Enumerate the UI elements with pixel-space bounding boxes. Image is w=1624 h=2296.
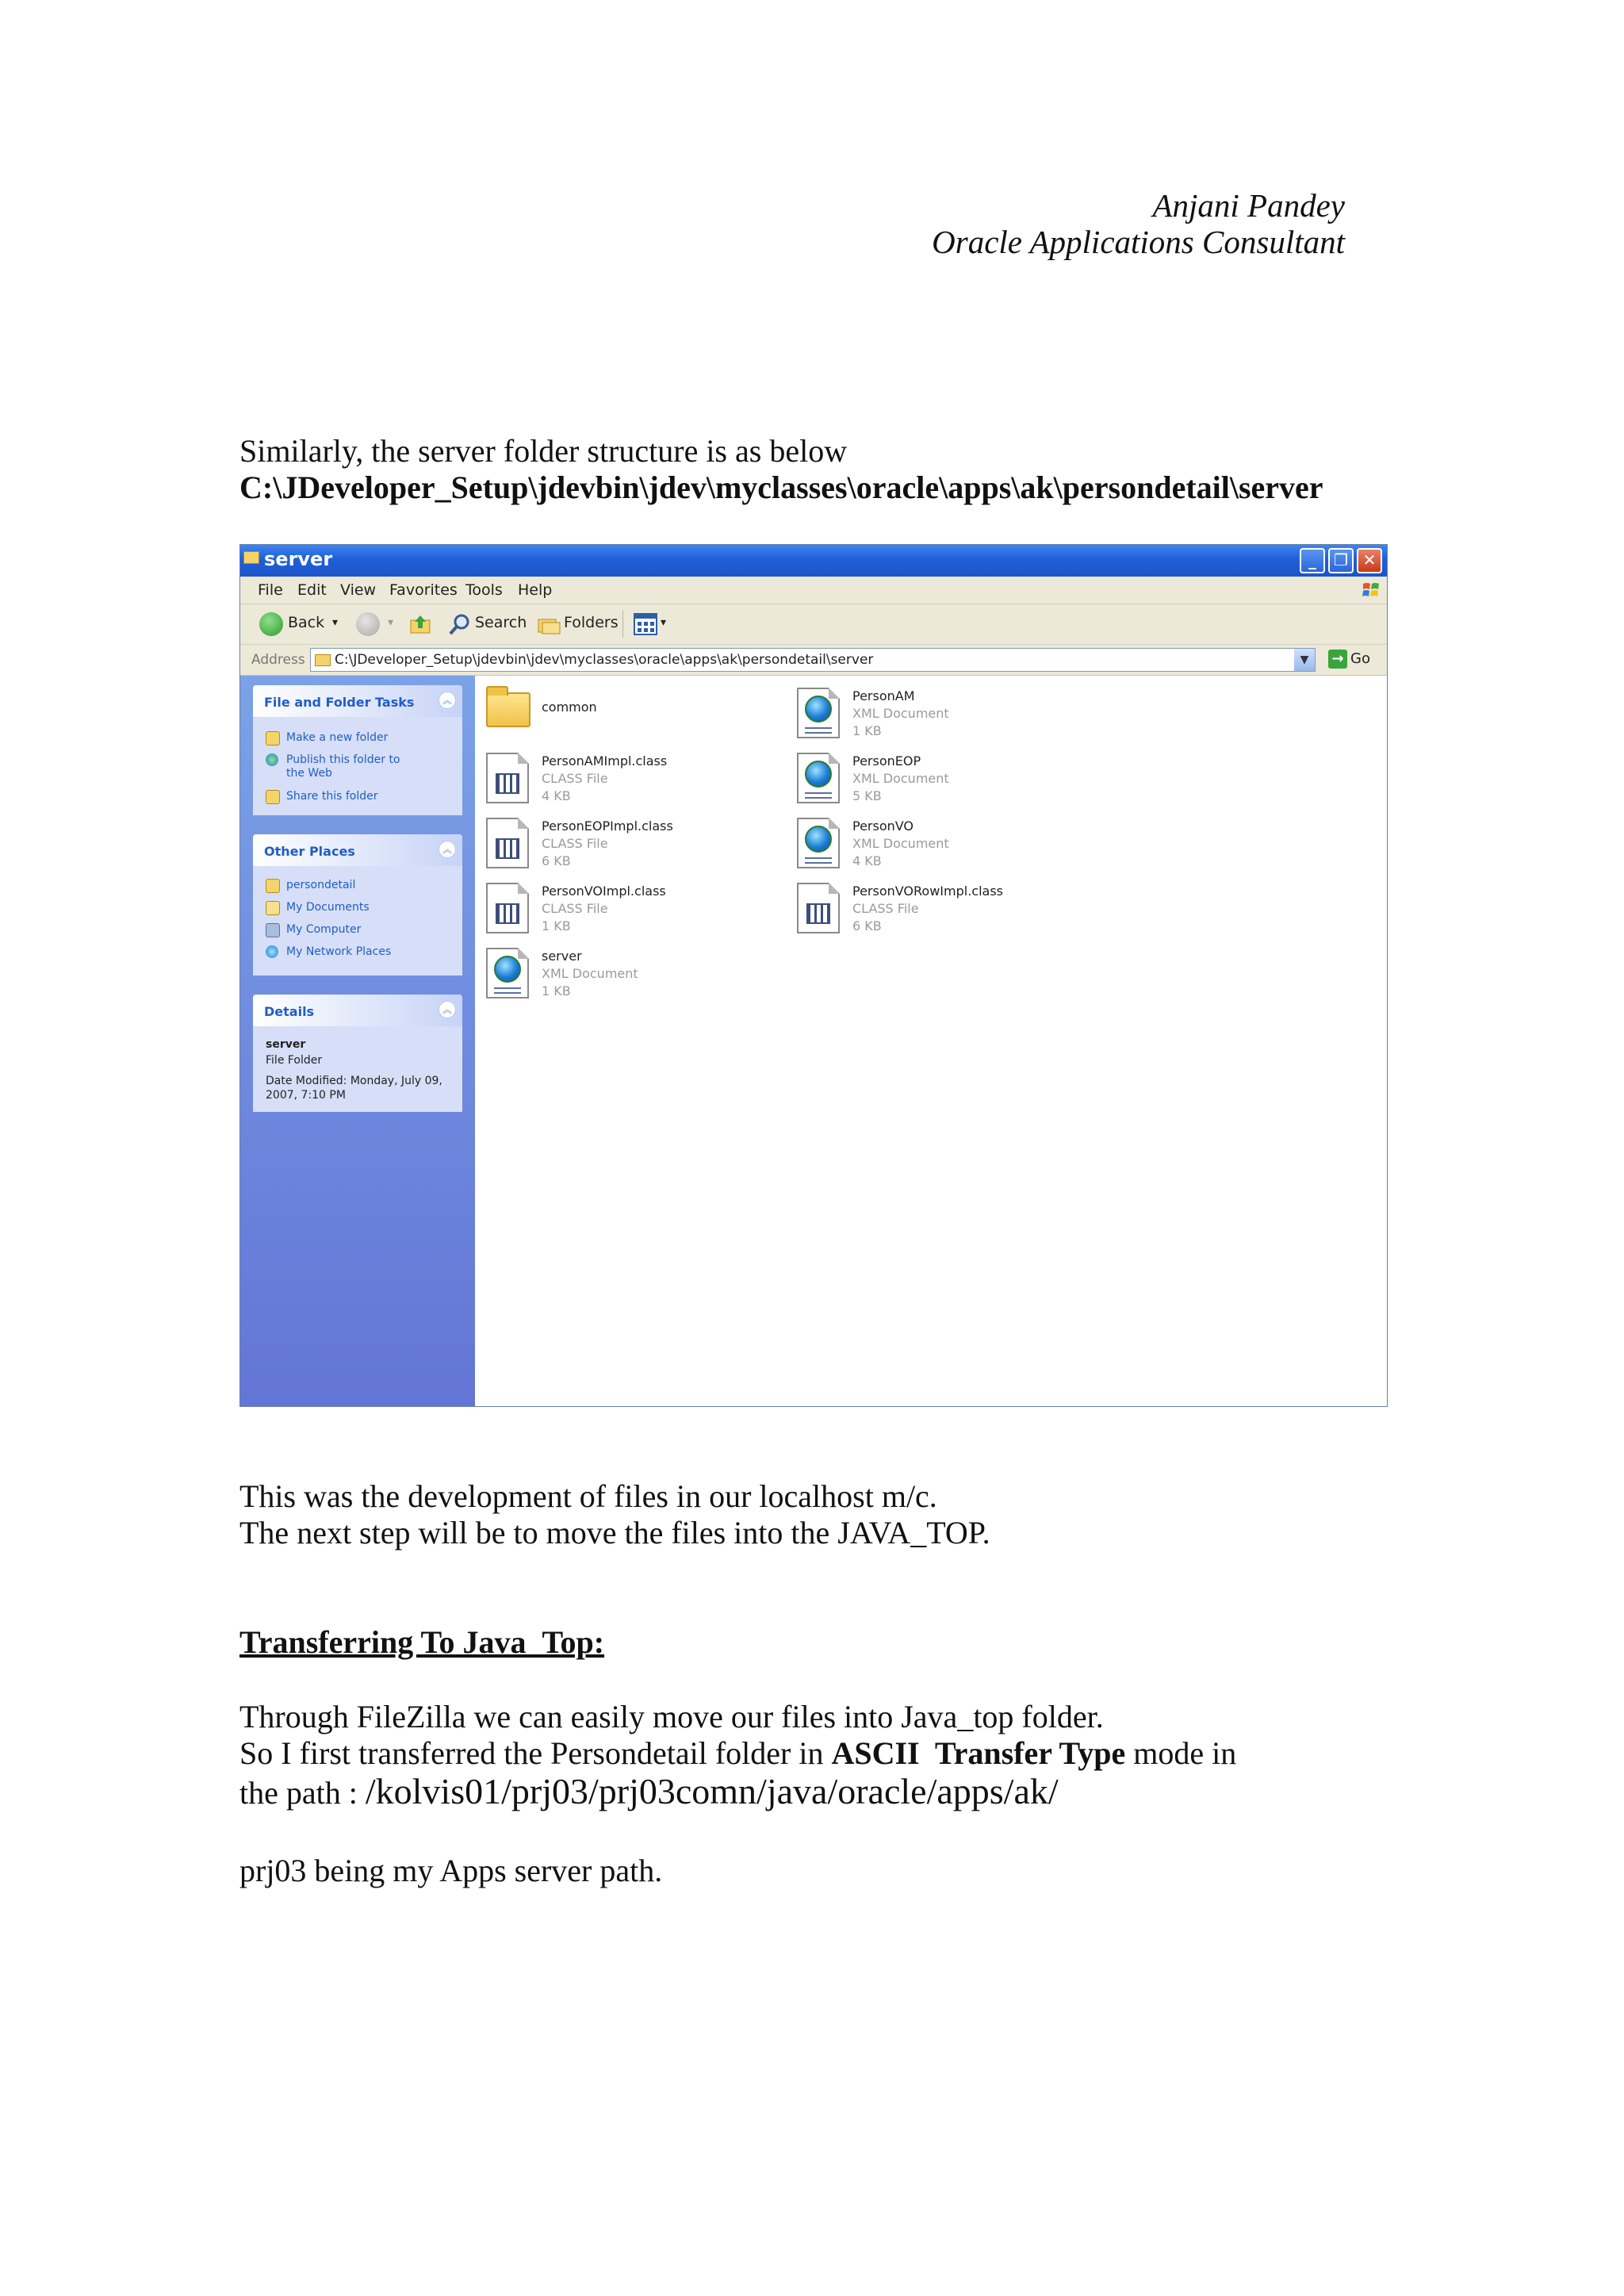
panel-header[interactable] [253,685,462,717]
collapse-chevron-icon[interactable]: ︽ [439,1001,456,1018]
xml-document-icon [797,688,840,738]
class-file-icon [486,753,529,803]
folder-icon [486,692,530,727]
details-panel [253,995,462,1112]
folders-button-label[interactable]: Folders [564,614,619,631]
menu-file[interactable]: File [258,581,283,599]
go-arrow-icon: → [1328,650,1347,669]
toolbar [240,604,1387,645]
address-input[interactable] [310,648,1316,672]
menu-help[interactable]: Help [518,581,553,599]
details-modified: Date Modified: Monday, July 09, 2007, 7:10 PM [266,1075,442,1102]
go-button[interactable] [1328,650,1370,669]
globe-icon [266,753,278,766]
panel-title: File and Folder Tasks [264,695,415,710]
views-dropdown-icon[interactable]: ▾ [661,616,667,629]
minimize-button[interactable]: _ [1300,548,1325,573]
file-list: common PersonAMImpl.class CLASS File 4 KB PersonEOPImpl.class CLASS File 6 KB PersonVOImpl.class CLASS File 1 KB server XML Document 1 KB PersonAM XML Document 1 KB PersonEOP XML Document 5 KB PersonVO XML Document 4 KB PersonVORowImpl.class CLASS File 6 KB [486,688,1382,1401]
folder-icon [266,879,280,893]
xml-document-icon [486,948,529,999]
server-path: C:\JDeveloper_Setup\jdevbin\jdev\myclasses\oracle\apps\ak\persondetail\server [239,470,1323,505]
dev-text-2: The next step will be to move the files into the JAVA_TOP. [239,1515,990,1550]
author-name: Anjani Pandey [1152,187,1345,224]
address-value: C:\JDeveloper_Setup\jdevbin\jdev\myclasses\oracle\apps\ak\persondetail\server [335,652,874,668]
network-icon [266,945,278,958]
filezilla-text: Through FileZilla we can easily move our files into Java_top folder. [239,1699,1104,1734]
panel-title: Other Places [264,844,355,859]
computer-icon [266,923,280,937]
menu-view[interactable]: View [340,581,377,599]
windows-logo-icon [1362,581,1381,600]
panel-title: Details [264,1004,315,1019]
back-dropdown-icon[interactable]: ▾ [332,616,339,629]
folder-icon [315,654,331,666]
menu-tools[interactable]: Tools [465,581,503,599]
back-button-label[interactable]: Back [288,614,325,631]
panel-header[interactable] [253,834,462,866]
my-documents-icon [266,901,280,915]
section-heading: Transferring To Java_Top: [239,1624,605,1660]
xml-document-icon [797,818,840,868]
author-block [932,187,1345,260]
transfer-type: ASCII Transfer Type [831,1735,1126,1771]
search-icon[interactable] [448,612,472,636]
collapse-chevron-icon[interactable]: ︽ [439,841,456,858]
back-arrow-icon[interactable] [259,612,283,636]
forward-dropdown-icon[interactable]: ▾ [388,616,394,629]
search-button-label[interactable]: Search [475,614,527,631]
close-button[interactable]: ✕ [1357,548,1382,573]
file-folder-tasks-panel: File and Folder Tasks ︽ Make a new folder Publish this folder to the Web Share this folder [253,685,462,815]
collapse-chevron-icon[interactable]: ︽ [439,692,456,709]
author-role: Oracle Applications Consultant [932,224,1345,260]
new-folder-icon [266,731,280,746]
menu-bar [240,577,1387,604]
menu-edit[interactable]: Edit [297,581,327,599]
class-file-icon [486,818,529,868]
folders-icon[interactable] [537,612,561,636]
server-path-note: prj03 being my Apps server path. [239,1853,663,1888]
panel-header[interactable] [253,995,462,1026]
class-file-icon [797,883,840,933]
forward-arrow-icon[interactable] [356,612,380,636]
window-title: server [264,548,333,570]
xml-document-icon [797,753,840,803]
dev-text-1: This was the development of files in our localhost m/c. [239,1478,937,1514]
address-bar [240,645,1387,676]
transfer-text: So I first transferred the Persondetail folder in ASCII Transfer Type mode in [239,1735,1237,1771]
task-pane [240,676,475,1407]
up-folder-icon[interactable] [408,612,432,636]
title-bar [240,545,1387,577]
address-label: Address [251,652,305,668]
details-name: server [266,1038,306,1051]
views-icon[interactable] [634,613,657,635]
path-text: the path : /kolvis01/prj03/prj03comn/java/oracle/apps/ak/ [239,1771,1059,1811]
class-file-icon [486,883,529,933]
menu-favorites[interactable]: Favorites [389,581,458,599]
share-folder-icon [266,790,280,804]
intro-text: Similarly, the server folder structure is as below [239,433,848,469]
go-label: Go [1350,650,1370,667]
address-dropdown-icon[interactable]: ▼ [1294,649,1315,671]
other-places-panel: Other Places ︽ persondetail My Documents My Computer My Network Places [253,834,462,976]
folder-icon [243,551,259,564]
explorer-window [239,544,1388,1407]
details-type: File Folder [266,1054,323,1067]
restore-button[interactable]: ❐ [1328,548,1354,573]
java-top-path: /kolvis01/prj03/prj03comn/java/oracle/apps/ak/ [365,1771,1059,1811]
toolbar-separator [622,611,623,638]
